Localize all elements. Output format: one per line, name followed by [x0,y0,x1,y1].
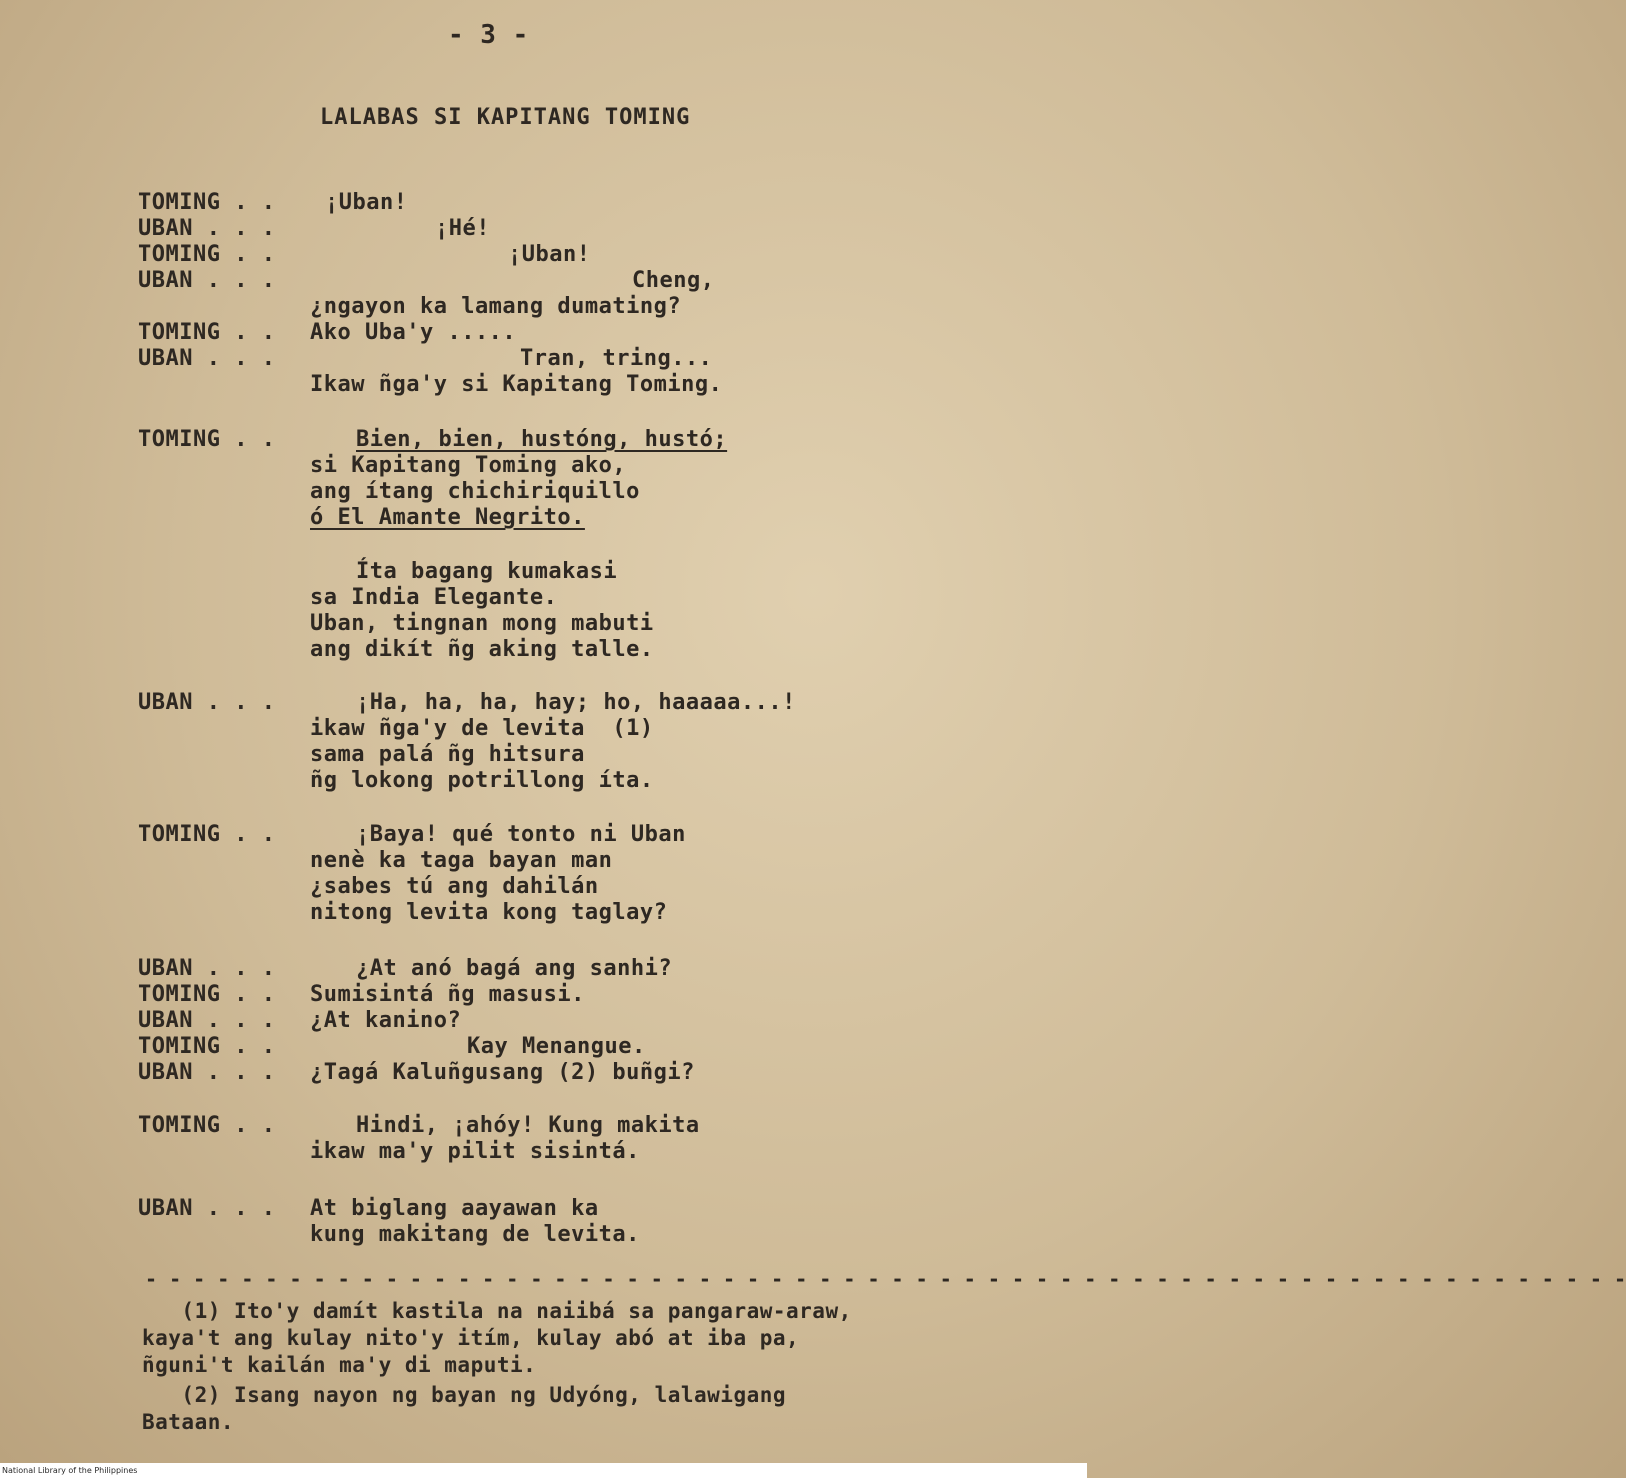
dialogue-line: ¡Hé! [435,216,490,241]
credit-strip [0,1463,1087,1478]
dialogue-line: Cheng, [632,268,715,293]
speaker-label: UBAN . . . [138,1060,276,1085]
dialogue-line: ó El Amante Negrito. [310,505,585,530]
dialogue-line: ¿At anó bagá ang sanhi? [356,956,673,981]
dialogue-line: ¡Ha, ha, ha, hay; ho, haaaaa...! [356,690,796,715]
dialogue-line: ¡Uban! [508,242,591,267]
dialogue-line: Uban, tingnan mong mabuti [310,611,654,636]
dialogue-line: ¡Uban! [325,190,408,215]
dialogue-line: Ako Uba'y ..... [310,320,517,345]
footnote-line: (1) Ito'y damít kastila na naiibá sa pangaraw-araw, [142,1299,852,1323]
speaker-label: UBAN . . . [138,216,276,241]
dialogue-line: Íta bagang kumakasi [356,559,618,584]
dialogue-line: sa India Elegante. [310,585,558,610]
speaker-label: UBAN . . . [138,268,276,293]
library-credit: National Library of the Philippines [2,1466,138,1475]
speaker-label: TOMING . . [138,982,276,1007]
speaker-label: UBAN . . . [138,956,276,981]
dialogue-line: ¿sabes tú ang dahilán [310,874,599,899]
dialogue-line: At biglang aayawan ka [310,1196,599,1221]
dialogue-line: ñg lokong potrillong íta. [310,768,654,793]
dialogue-line: Sumisintá ñg masusi. [310,982,585,1007]
page-number: - 3 - [448,20,529,50]
speaker-label: TOMING . . [138,427,276,452]
dialogue-line: ikaw ma'y pilit sisintá. [310,1139,640,1164]
footnote-line: Bataan. [142,1410,235,1434]
dialogue-line: Tran, tring... [520,346,713,371]
dialogue-line: si Kapitang Toming ako, [310,453,627,478]
speaker-label: TOMING . . [138,822,276,847]
footnote-line: kaya't ang kulay nito'y itím, kulay abó at iba pa, [142,1326,800,1350]
dialogue-line: Ikaw ñga'y si Kapitang Toming. [310,372,723,397]
dialogue-line: nenè ka taga bayan man [310,848,613,873]
dialogue-line: ikaw ñga'y de levita (1) [310,716,654,741]
speaker-label: UBAN . . . [138,690,276,715]
speaker-label: TOMING . . [138,190,276,215]
footnote-line: ñguni't kailán ma'y di maputi. [142,1353,537,1377]
dialogue-line: Bien, bien, hustóng, hustó; [356,427,728,452]
speaker-label: UBAN . . . [138,1008,276,1033]
footnote-line: (2) Isang nayon ng bayan ng Udyóng, lalawigang [142,1383,787,1407]
page-title: LALABAS SI KAPITANG TOMING [320,105,691,130]
dialogue-line: kung makitang de levita. [310,1222,640,1247]
speaker-label: TOMING . . [138,1113,276,1138]
dialogue-line: ¿ngayon ka lamang dumating? [310,294,682,319]
speaker-label: TOMING . . [138,242,276,267]
speaker-label: TOMING . . [138,1034,276,1059]
dialogue-line: ang ítang chichiriquillo [310,479,640,504]
dialogue-line: nitong levita kong taglay? [310,900,668,925]
dialogue-line: Kay Menangue. [467,1034,646,1059]
speaker-label: UBAN . . . [138,1196,276,1221]
speaker-label: UBAN . . . [138,346,276,371]
dialogue-line: ¿Tagá Kaluñgusang (2) buñgi? [310,1060,695,1085]
footnote-separator: - - - - - - - - - - - - - - - - - - - - - - - - - - - - - - - - - - - - - - - - - - - - - - - - - - - - - - - - - - - - - - [145,1267,1626,1291]
dialogue-line: ang dikít ñg aking talle. [310,637,654,662]
dialogue-line: sama palá ñg hitsura [310,742,585,767]
dialogue-line: Hindi, ¡ahóy! Kung makita [356,1113,700,1138]
dialogue-line: ¡Baya! qué tonto ni Uban [356,822,686,847]
speaker-label: TOMING . . [138,320,276,345]
dialogue-line: ¿At kanino? [310,1008,462,1033]
